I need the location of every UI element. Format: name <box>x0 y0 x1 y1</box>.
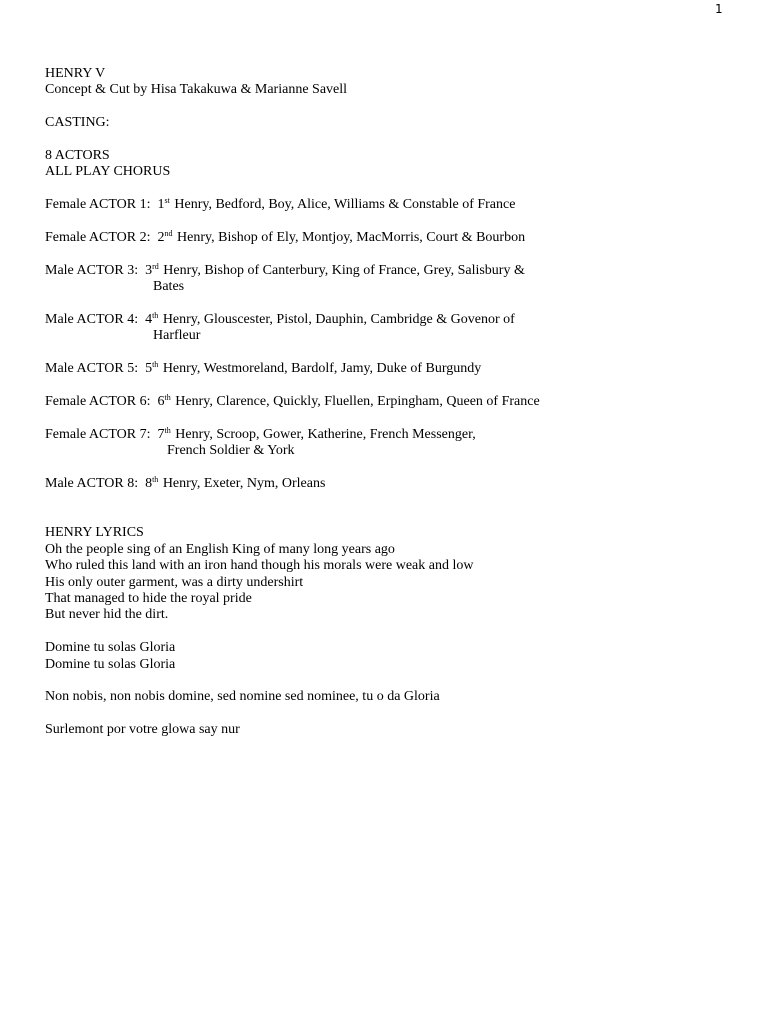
cast-number: 2 <box>157 230 165 245</box>
cast-roles: Henry, Clarence, Quickly, Fluellen, Erpingham, Queen of France <box>171 394 540 409</box>
cast-entry-5 <box>45 361 745 377</box>
cast-label: Male ACTOR 3: <box>45 262 146 278</box>
cast-ordinal: th <box>152 360 159 370</box>
lyric-line: His only outer garment, was a dirty undershirt <box>45 574 304 590</box>
play-title: HENRY V <box>45 66 106 81</box>
cast-label: Female ACTOR 2: <box>45 230 158 245</box>
cast-roles-continued: Bates <box>153 279 185 295</box>
cast-roles: Henry, Bedford, Boy, Alice, Williams & Constable of France <box>170 197 516 213</box>
cast-ordinal: th <box>164 425 171 435</box>
page-number: 1 <box>715 2 723 16</box>
cast-number: 3 <box>145 262 153 278</box>
cast-entry-1 <box>45 197 745 213</box>
lyric-line: Who ruled this land with an iron hand though his morals were weak and low <box>45 558 474 574</box>
cast-number: 1 <box>157 197 165 213</box>
lyrics-heading: HENRY LYRICS <box>45 525 144 541</box>
cast-roles: Henry, Bishop of Canterbury, King of France, Grey, Salisbury & <box>159 262 525 278</box>
cast-entry-7 <box>45 427 745 460</box>
cast-roles-continued: French Soldier & York <box>167 443 295 459</box>
cast-roles: Henry, Scroop, Gower, Katherine, French Messenger, <box>171 426 476 442</box>
cast-label: Male ACTOR 5: <box>45 361 146 377</box>
cast-roles: Henry, Bishop of Ely, Montjoy, MacMorris, Court & Bourbon <box>173 230 526 245</box>
casting-heading: CASTING: <box>45 115 110 131</box>
cast-ordinal: st <box>164 196 170 206</box>
domine-refrain <box>45 640 745 673</box>
cast-number: 6 <box>157 394 165 409</box>
cast-entry-2 <box>45 230 745 246</box>
lyric-line: Domine tu solas Gloria <box>45 640 176 656</box>
actors-count: 8 ACTORS <box>45 148 110 163</box>
cast-entry-4 <box>45 312 745 345</box>
lyrics-verse <box>45 542 745 624</box>
document-body <box>45 66 745 739</box>
concept-credit: Concept & Cut by Hisa Takakuwa & Marianne Savell <box>45 82 348 98</box>
cast-roles-continued: Harfleur <box>153 328 201 344</box>
lyric-line: That managed to hide the royal pride <box>45 591 252 607</box>
cast-number: 8 <box>145 476 153 491</box>
cast-entry-8 <box>45 476 745 492</box>
cast-entry-3 <box>45 263 745 296</box>
cast-ordinal: th <box>152 311 159 320</box>
cast-ordinal: nd <box>164 229 173 238</box>
cast-ordinal: th <box>164 393 171 402</box>
cast-label: Female ACTOR 6: <box>45 394 158 409</box>
cast-ordinal: th <box>152 475 159 484</box>
lyric-line: But never hid the dirt. <box>45 607 169 623</box>
cast-entry-6 <box>45 394 745 410</box>
cast-roles: Henry, Westmoreland, Bardolf, Jamy, Duke of Burgundy <box>159 361 482 377</box>
cast-label: Female ACTOR 7: <box>45 426 158 442</box>
cast-label: Male ACTOR 4: <box>45 312 146 327</box>
lyric-line: Domine tu solas Gloria <box>45 656 176 672</box>
cast-roles: Henry, Exeter, Nym, Orleans <box>159 476 326 491</box>
cast-label: Male ACTOR 8: <box>45 476 146 491</box>
cast-label: Female ACTOR 1: <box>45 197 158 213</box>
lyric-line: Oh the people sing of an English King of many long years ago <box>45 541 395 557</box>
non-nobis-line: Non nobis, non nobis domine, sed nomine sed nominee, tu o da Gloria <box>45 689 440 705</box>
chorus-note: ALL PLAY CHORUS <box>45 164 171 180</box>
cast-number: 4 <box>145 312 153 327</box>
surlemont-line: Surlemont por votre glowa say nur <box>45 722 240 738</box>
cast-number: 5 <box>145 361 153 377</box>
cast-number: 7 <box>157 426 165 442</box>
cast-ordinal: rd <box>152 261 159 271</box>
cast-roles: Henry, Glouscester, Pistol, Dauphin, Cambridge & Govenor of <box>159 312 515 327</box>
